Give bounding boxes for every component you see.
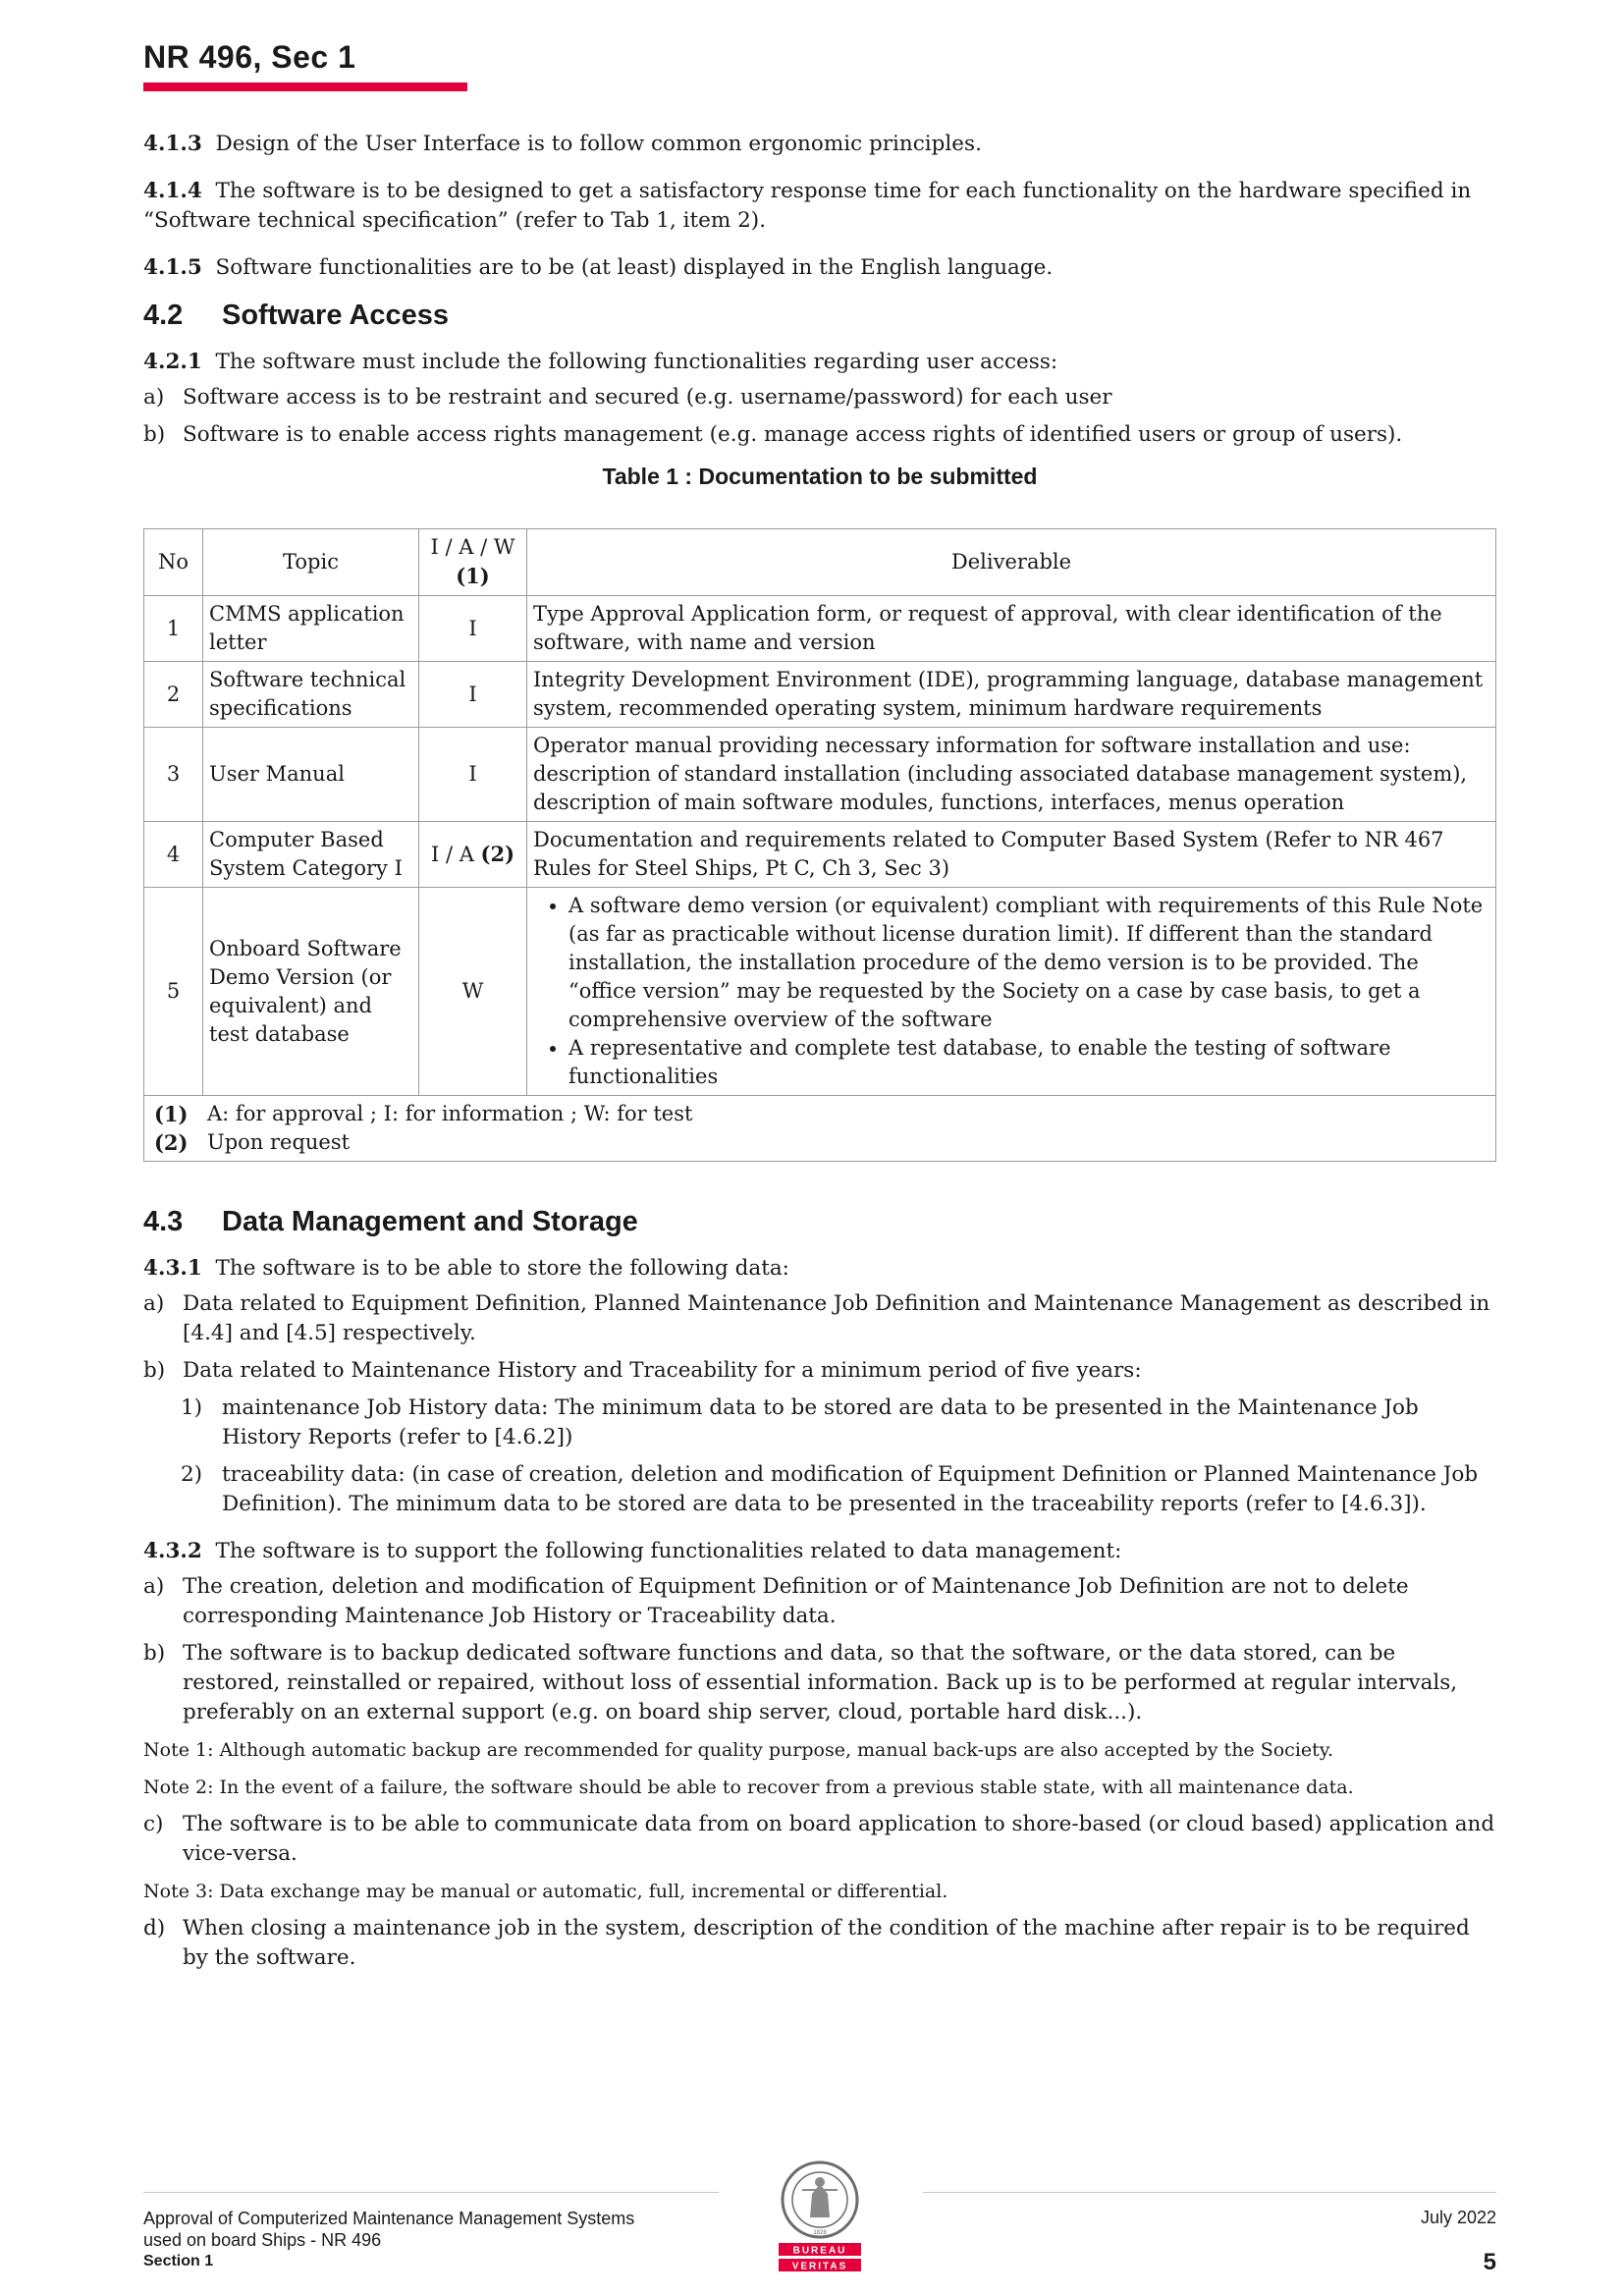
list-text: When closing a maintenance job in the system, description of the condition of the machine after repair is to be required by the software. bbox=[183, 1916, 1470, 1970]
list-text: Data related to Equipment Definition, Planned Maintenance Job Definition and Maintenance Management as described in [4.4] and [4.5] respectively. bbox=[183, 1291, 1490, 1345]
footnotes-cell bbox=[144, 1096, 1496, 1162]
footer-title-line: used on board Ships - NR 496 bbox=[143, 2230, 382, 2250]
bullet-item: • A representative and complete test database, to enable the testing of software functionalities bbox=[568, 1034, 1489, 1091]
list-text: Data related to Maintenance History and Traceability for a minimum period of five years: bbox=[183, 1358, 1142, 1383]
paragraph-number: 4.3.2 bbox=[143, 1539, 202, 1563]
list-label: b) bbox=[143, 1358, 166, 1383]
cell-iaw bbox=[419, 822, 527, 888]
list-item bbox=[143, 1810, 1496, 1869]
logo-word-bureau: BUREAU bbox=[792, 2245, 847, 2257]
list-text: traceability data: (in case of creation, deletion and modification of Equipment Definition or Planned Maintenance Job Definition). The minimum data to be stored are data to be presented in the traceability reports (refer to [4.6.3]). bbox=[222, 1462, 1479, 1516]
cell-topic: Onboard Software Demo Version (or equivalent) and test database bbox=[203, 888, 419, 1096]
table-caption: Table 1 : Documentation to be submitted bbox=[602, 464, 1038, 489]
paragraph-4-3-2 bbox=[143, 1537, 1496, 1566]
footer-section: Section 1 bbox=[143, 2253, 214, 2269]
table-row bbox=[144, 822, 1496, 888]
paragraph-4-1-3 bbox=[143, 130, 1496, 159]
paragraph-4-3-1 bbox=[143, 1254, 1496, 1284]
section-heading-4-3 bbox=[143, 1207, 1496, 1236]
list-item bbox=[143, 383, 1496, 412]
table-header-row bbox=[144, 529, 1496, 596]
footer-rule bbox=[143, 2192, 719, 2193]
paragraph-number: 4.3.1 bbox=[143, 1256, 202, 1281]
list-label: c) bbox=[143, 1812, 164, 1836]
bureau-veritas-logo bbox=[773, 2157, 867, 2278]
list-text: maintenance Job History data: The minimum data to be stored are data to be presented in the Maintenance Job History Reports (refer to [4.6.2]) bbox=[222, 1395, 1419, 1449]
cell-iaw: I bbox=[419, 596, 527, 662]
cell-deliverable: Integrity Development Environment (IDE), programming language, database management system, recommended operating system, minimum hardware requirements bbox=[527, 662, 1496, 728]
footer-document-title bbox=[143, 2208, 634, 2272]
paragraph-text: The software must include the following functionalities regarding user access: bbox=[215, 350, 1058, 374]
paragraph-4-2-1 bbox=[143, 348, 1496, 377]
list-text: The creation, deletion and modification of Equipment Definition or of Maintenance Job Definition are not to delete corresponding Maintenance Job History or Traceability data. bbox=[183, 1574, 1409, 1628]
footnote-text: A: for approval ; I: for information ; W: for test bbox=[207, 1102, 693, 1125]
list-label: b) bbox=[143, 422, 166, 447]
cell-iaw-ref: (2) bbox=[480, 842, 515, 866]
table-footnotes-row bbox=[144, 1096, 1496, 1162]
paragraph-number: 4.2.1 bbox=[143, 350, 202, 374]
paragraph-4-1-5 bbox=[143, 253, 1496, 283]
section-title: Data Management and Storage bbox=[222, 1206, 638, 1237]
paragraph-number: 4.1.3 bbox=[143, 132, 202, 156]
page-content bbox=[143, 130, 1496, 1981]
table-row bbox=[144, 662, 1496, 728]
list-item bbox=[143, 1356, 1496, 1386]
section-number: 4.3 bbox=[143, 1206, 184, 1237]
list-item bbox=[143, 1914, 1496, 1973]
page-number: 5 bbox=[1483, 2249, 1496, 2275]
footnote-key: (2) bbox=[154, 1130, 189, 1155]
list-label: d) bbox=[143, 1916, 166, 1941]
cell-topic: User Manual bbox=[203, 728, 419, 822]
footer-rule bbox=[923, 2192, 1496, 2193]
cell-deliverable: Documentation and requirements related to Computer Based System (Refer to NR 467 Rules for Steel Ships, Pt C, Ch 3, Sec 3) bbox=[527, 822, 1496, 888]
header-iaw-label: I / A / W bbox=[430, 535, 515, 559]
section-title: Software Access bbox=[222, 300, 450, 331]
cell-no: 1 bbox=[144, 596, 203, 662]
footnote bbox=[154, 1100, 1486, 1128]
list-text: The software is to be able to communicate data from on board application to shore-based (or cloud based) application and vice-versa. bbox=[183, 1812, 1495, 1866]
paragraph-text: The software is to support the following functionalities related to data management: bbox=[215, 1539, 1122, 1563]
section-number: 4.2 bbox=[143, 300, 184, 331]
list-text: Software access is to be restraint and secured (e.g. username/password) for each user bbox=[183, 385, 1112, 410]
paragraph-text: Software functionalities are to be (at least) displayed in the English language. bbox=[215, 255, 1054, 280]
list-label: 2) bbox=[181, 1462, 203, 1487]
section-heading-4-2 bbox=[143, 301, 1496, 330]
cell-no: 2 bbox=[144, 662, 203, 728]
header-no: No bbox=[144, 529, 203, 596]
footer-title-line: Approval of Computerized Maintenance Management Systems bbox=[143, 2209, 635, 2228]
cell-iaw-label: I / A bbox=[430, 843, 474, 866]
list-text: Software is to enable access rights management (e.g. manage access rights of identified users or group of users). bbox=[183, 422, 1403, 447]
bullet-item: • A software demo version (or equivalent) compliant with requirements of this Rule Note (as far as practicable without license duration limit). If different than the standard installation, the installation procedure of the demo version is to be provided. The “office version” may be requested by the Society on a case by case basis, to get a comprehensive overview of the software bbox=[568, 892, 1489, 1034]
cell-no: 5 bbox=[144, 888, 203, 1096]
header-deliverable: Deliverable bbox=[527, 529, 1496, 596]
paragraph-text: Design of the User Interface is to follow common ergonomic principles. bbox=[215, 132, 982, 156]
list-item bbox=[143, 1572, 1496, 1631]
paragraph-number: 4.1.4 bbox=[143, 179, 202, 203]
paragraph-4-1-4 bbox=[143, 177, 1496, 236]
list-label: a) bbox=[143, 1574, 165, 1599]
page-header-title: NR 496, Sec 1 bbox=[143, 39, 356, 75]
header-iaw-ref: (1) bbox=[456, 564, 490, 588]
cell-deliverable bbox=[527, 888, 1496, 1096]
cell-no: 4 bbox=[144, 822, 203, 888]
logo-word-veritas: VERITAS bbox=[791, 2261, 848, 2272]
cell-deliverable: Type Approval Application form, or request of approval, with clear identification of the software, with name and version bbox=[527, 596, 1496, 662]
footnote-text: Upon request bbox=[207, 1130, 351, 1154]
list-label: a) bbox=[143, 1291, 165, 1316]
paragraph-number: 4.1.5 bbox=[143, 255, 202, 280]
cell-topic: Computer Based System Category I bbox=[203, 822, 419, 888]
note-2: Note 2: In the event of a failure, the software should be able to recover from a previous stable state, with all maintenance data. bbox=[143, 1777, 1354, 1798]
cell-deliverable: Operator manual providing necessary information for software installation and use: description of standard installation (including associated database management system), description of main software modules, functions, interfaces, menus operation bbox=[527, 728, 1496, 822]
cell-topic: CMMS application letter bbox=[203, 596, 419, 662]
table-row bbox=[144, 728, 1496, 822]
list-item bbox=[143, 1289, 1496, 1348]
deliverable-bullet-list bbox=[533, 892, 1489, 1091]
list-label: b) bbox=[143, 1641, 166, 1666]
table-row bbox=[144, 596, 1496, 662]
list-text: The software is to backup dedicated software functions and data, so that the software, or the data stored, can be restored, reinstalled or repaired, without loss of essential information. Back up is to be performed at regular intervals, preferably on an external support (e.g. on board ship server, cloud, portable hard disk...). bbox=[183, 1641, 1458, 1724]
header-topic: Topic bbox=[203, 529, 419, 596]
table-row bbox=[144, 888, 1496, 1096]
list-label: 1) bbox=[181, 1395, 203, 1420]
cell-iaw: I bbox=[419, 728, 527, 822]
cell-no: 3 bbox=[144, 728, 203, 822]
paragraph-text: The software is to be able to store the following data: bbox=[215, 1256, 789, 1281]
footnote bbox=[154, 1128, 1486, 1157]
footnote-key: (1) bbox=[154, 1102, 189, 1126]
note-3: Note 3: Data exchange may be manual or automatic, full, incremental or differential. bbox=[143, 1881, 948, 1902]
sub-list-item bbox=[143, 1394, 1496, 1452]
footer-date: July 2022 bbox=[1420, 2208, 1496, 2227]
cell-topic: Software technical specifications bbox=[203, 662, 419, 728]
paragraph-text: The software is to be designed to get a satisfactory response time for each functionality on the hardware specified in “Software technical specification” (refer to Tab 1, item 2). bbox=[143, 179, 1472, 233]
note-1: Note 1: Although automatic backup are recommended for quality purpose, manual back-ups are also accepted by the Society. bbox=[143, 1739, 1334, 1761]
list-item bbox=[143, 420, 1496, 450]
sub-list-item bbox=[143, 1460, 1496, 1519]
documentation-table bbox=[143, 528, 1496, 1162]
header-iaw bbox=[419, 529, 527, 596]
list-item bbox=[143, 1639, 1496, 1727]
list-label: a) bbox=[143, 385, 165, 410]
cell-iaw: W bbox=[419, 888, 527, 1096]
header-accent-bar bbox=[143, 82, 467, 91]
cell-iaw: I bbox=[419, 662, 527, 728]
logo-year: 1828 bbox=[813, 2230, 827, 2236]
